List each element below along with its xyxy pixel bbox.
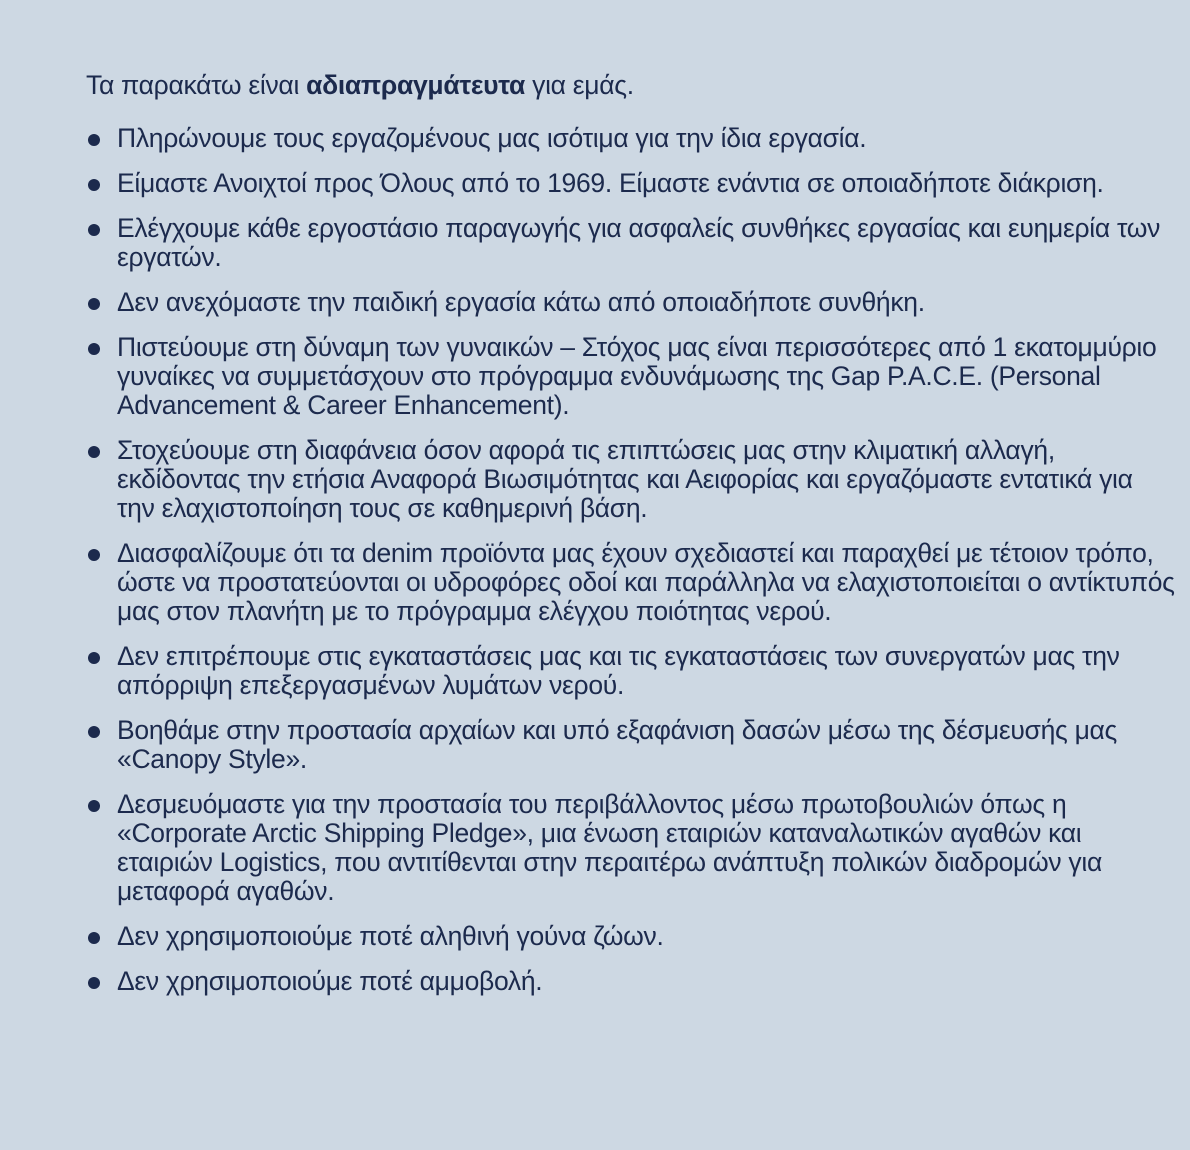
list-item-text: Ελέγχουμε κάθε εργοστάσιο παραγωγής για ασφαλείς συνθήκες εργασίας και ευημερία των εργατών. <box>117 213 1161 272</box>
list-item <box>86 436 1177 523</box>
list-item <box>86 214 1177 272</box>
bullet-icon <box>88 224 100 236</box>
list-item <box>86 642 1177 700</box>
bullet-icon <box>88 977 100 989</box>
intro-text-before: Τα παρακάτω είναι <box>86 70 307 100</box>
list-item <box>86 124 1177 153</box>
bullet-icon <box>88 726 100 738</box>
bullet-icon <box>88 343 100 355</box>
bullet-icon <box>88 549 100 561</box>
bullet-icon <box>88 134 100 146</box>
list-item <box>86 716 1177 774</box>
list-item-text: Στοχεύουμε στη διαφάνεια όσον αφορά τις επιπτώσεις μας στην κλιματική αλλαγή, εκδίδοντας την ετήσια Αναφορά Βιωσιμότητας και Αειφορίας και εργαζόμαστε εντατικά για την ελαχιστοποίηση τους σε καθημερινή βάση. <box>117 435 1133 523</box>
intro-text-after: για εμάς. <box>525 70 634 100</box>
values-list <box>86 123 1175 996</box>
bullet-icon <box>88 652 100 664</box>
list-item <box>86 169 1177 198</box>
list-item <box>86 333 1177 420</box>
list-item-text: Δεν χρησιμοποιούμε ποτέ αμμοβολή. <box>117 966 543 996</box>
bullet-icon <box>88 446 100 458</box>
list-item <box>86 539 1177 626</box>
bullet-icon <box>88 179 100 191</box>
list-item-text: Δεν επιτρέπουμε στις εγκαταστάσεις μας και τις εγκαταστάσεις των συνεργατών μας την απόρριψη επεξεργασμένων λυμάτων νερού. <box>117 641 1120 700</box>
list-item <box>86 922 1177 951</box>
list-item <box>86 790 1177 906</box>
intro-emphasis: αδιαπραγμάτευτα <box>306 70 526 100</box>
list-item-text: Διασφαλίζουμε ότι τα denim προϊόντα μας έχουν σχεδιαστεί και παραχθεί με τέτοιον τρόπο, ώστε να προστατεύονται οι υδροφόρες οδοί και παράλληλα να ελαχιστοποιείται ο αντίκτυπός μας στον πλανήτη με το πρόγραμμα ελέγχου ποιότητας νερού. <box>117 538 1175 626</box>
list-item-text: Πιστεύουμε στη δύναμη των γυναικών – Στόχος μας είναι περισσότερες από 1 εκατομμύριο γυναίκες να συμμετάσχουν στο πρόγραμμα ενδυνάμωσης της Gap P.A.C.E. (Personal Advancement & Career Enhancement). <box>117 332 1157 420</box>
bullet-icon <box>88 932 100 944</box>
list-item-text: Δεν ανεχόμαστε την παιδική εργασία κάτω από οποιαδήποτε συνθήκη. <box>117 287 925 317</box>
list-item-text: Είμαστε Ανοιχτοί προς Όλους από το 1969. Είμαστε ενάντια σε οποιαδήποτε διάκριση. <box>117 168 1104 198</box>
list-item <box>86 288 1177 317</box>
list-item <box>86 967 1177 996</box>
bullet-icon <box>88 800 100 812</box>
list-item-text: Βοηθάμε στην προστασία αρχαίων και υπό εξαφάνιση δασών μέσω της δέσμευσής μας «Canopy Style». <box>117 715 1118 774</box>
intro-sentence <box>86 70 1160 100</box>
list-item-text: Δεν χρησιμοποιούμε ποτέ αληθινή γούνα ζώων. <box>117 921 664 951</box>
list-item-text: Δεσμευόμαστε για την προστασία του περιβάλλοντος μέσω πρωτοβουλιών όπως η «Corporate Arctic Shipping Pledge», μια ένωση εταιριών καταναλωτικών αγαθών και εταιριών Logistics, που αντιτίθενται στην περαιτέρω ανάπτυξη πολικών διαδρομών για μεταφορά αγαθών. <box>117 789 1102 906</box>
bullet-icon <box>88 298 100 310</box>
list-item-text: Πληρώνουμε τους εργαζομένους μας ισότιμα για την ίδια εργασία. <box>117 123 867 153</box>
